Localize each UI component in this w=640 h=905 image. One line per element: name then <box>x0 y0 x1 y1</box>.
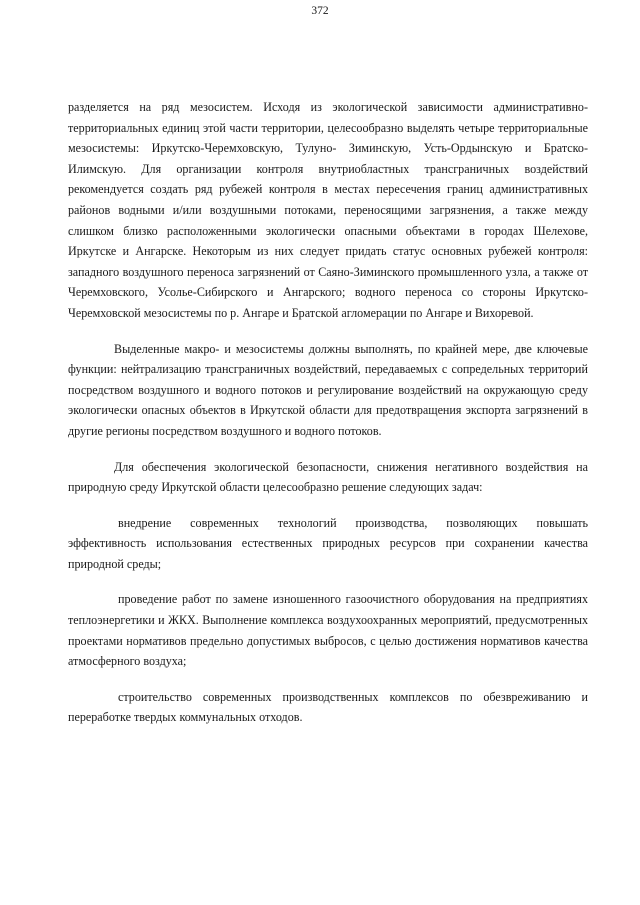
paragraph-mesosystems: разделяется на ряд мезосистем. Исходя из экологической зависимости административно-территориальных единиц этой части территории, целесообразно выделять четыре территориальные мезосистемы: Иркутско-Черемховскую, Тулуно- Зиминскую, Усть-Ордынскую и Братско-Илимскую. Для организации контроля внутриобластных трансграничных воздействий рекомендуется создать ряд рубежей контроля в местах пересечения границ административных районов водными и/или воздушными потоками, переносящими загрязнения, а также между слишком близко расположенными экологически опасными объектами в городах Шелехове, Иркутске и Ангарске. Некоторым из них следует придать статус основных рубежей контроля: западного воздушного переноса загрязнений от Саяно-Зиминского промышленного узла, а также от Черемховского, Усолье-Сибирского и Ангарского; водного переноса со стороны Иркутско-Черемховской мезосистемы по р. Ангаре и Братской агломерации по Ангаре и Вихоревой. <box>68 100 588 320</box>
list-item-technologies: внедрение современных технологий производства, позволяющих повышать эффективность использования естественных природных ресурсов при сохранении качества природной среды; <box>68 515 588 571</box>
list-item-waste-processing: строительство современных производственных комплексов по обезвреживанию и переработке твердых коммунальных отходов. <box>68 689 588 725</box>
paragraph-tasks-intro: Для обеспечения экологической безопасности, снижения негативного воздействия на природную среду Иркутской области целесообразно решение следующих задач: <box>68 459 588 495</box>
page-number: 372 <box>311 5 329 17</box>
list-item-gas-cleaning: проведение работ по замене изношенного газоочистного оборудования на предприятиях теплоэнергетики и ЖКХ. Выполнение комплекса воздухоохранных мероприятий, предусмотренных проектами нормативов предельно допустимых выбросов, с целью достижения нормативов качества атмосферного воздуха; <box>68 592 588 669</box>
paragraph-key-functions: Выделенные макро- и мезосистемы должны выполнять, по крайней мере, две ключевые функции: нейтрализацию трансграничных воздействий, передаваемых с сопредельных территорий посредством воздушного и водного потоков и регулирование воздействий на окружающую среду экологически опасных объектов в Иркутской области для предотвращения экспорта загрязнений в другие регионы посредством воздушного и водного потоков. <box>68 341 588 438</box>
document-body <box>68 97 588 728</box>
